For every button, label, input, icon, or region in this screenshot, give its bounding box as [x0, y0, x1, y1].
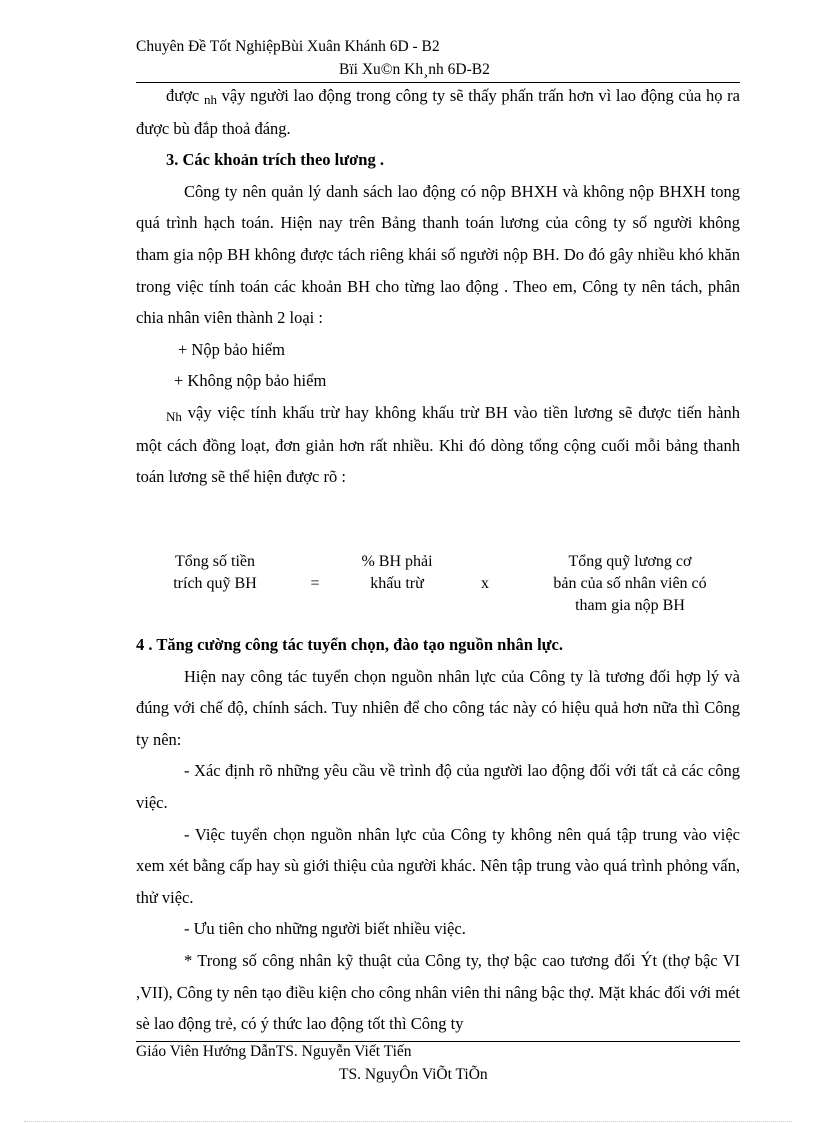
list-item-not-insured: + Không nộp bảo hiểm: [174, 371, 327, 391]
section-heading-4: 4 . Tăng cường công tác tuyển chọn, đào tạo nguồn nhân lực.: [136, 635, 564, 654]
paragraph-1-fragment: nh: [203, 92, 217, 107]
paragraph-5: * Trong số công nhân kỹ thuật của Công ty, thợ bậc cao tương đối Ýt (thợ bậc VI ,VII), Công ty nên tạo điều kiện cho công nhân viên thi nâng bậc thợ. Mặt khác đối với mét sè lao động trẻ, có ý thức lao động tốt thì Công ty: [136, 950, 740, 1034]
formula-times: x: [481, 575, 489, 592]
formula-left: [150, 551, 280, 595]
document-body: [136, 80, 740, 493]
footer-rule: [136, 1041, 740, 1042]
formula-left-line2: trích quỹ BH: [173, 575, 257, 592]
paragraph-2: Công ty nên quản lý danh sách lao động có nộp BHXH và không nộp BHXH tong quá trình hạch toán. Hiện nay trên Bảng thanh toán lương của công ty số người không tham gia nộp BH không được tách riêng khái số người nộp BH. Do đó gây nhiều khó khăn trong việc tính toán các khoản BH cho từng lao động . Theo em, Công ty nên tách, phân chia nhân viên thành 2 loại :: [136, 181, 740, 328]
footer-name: TS. NguyÔn ViÕt TiÕn: [339, 1066, 488, 1083]
bullet-1: - Xác định rõ những yêu cầu về trình độ của người lao động đối với tất cả các công việc.: [136, 761, 740, 812]
formula-right-line2: bản của số nhân viên có: [553, 575, 707, 592]
formula-middle: [332, 551, 462, 595]
paragraph-1-start: được: [166, 86, 200, 105]
formula-equals: =: [310, 575, 320, 592]
formula-right: [520, 551, 740, 617]
document-body-continued: [136, 629, 740, 1040]
paragraph-1-rest: vậy người lao động trong công ty sẽ thấy phấn trấn hơn vì lao động của họ ra được bù đắp thoả đáng.: [136, 86, 741, 138]
bullet-3: - Ưu tiên cho những người biết nhiều việc.: [184, 919, 466, 939]
formula-middle-line2: khấu trừ: [370, 575, 424, 592]
formula-middle-line1: % BH phải: [361, 553, 433, 570]
header-subtitle: Bïi Xu©n Kh¸nh 6D-B2: [339, 61, 490, 78]
paragraph-3-text: vậy việc tính khấu trừ hay không khấu trừ BH vào tiền lương sẽ được tiến hành một cách đồng loạt, đơn giản hơn rất nhiều. Khi đó dòng tổng cộng cuối mỗi bảng thanh toán lương sẽ thể hiện được rõ :: [136, 402, 740, 487]
formula-left-line1: Tổng số tiền: [175, 553, 255, 570]
bullet-2: - Việc tuyển chọn nguồn nhân lực của Công ty không nên quá tập trung vào việc xem xét bằng cấp hay sù giới thiệu của người khác. Nên tập trung vào quá trình phỏng vấn, thử việc.: [136, 824, 740, 907]
formula-right-line3: tham gia nộp BH: [575, 597, 685, 614]
list-item-insured: + Nộp bảo hiểm: [178, 339, 285, 359]
paragraph-3: [136, 397, 740, 493]
footer-advisor: Giáo Viên Hướng DẫnTS. Nguyễn Viết Tiến: [136, 1043, 412, 1060]
paragraph-1: [136, 80, 740, 144]
page-edge-divider: [24, 1121, 792, 1122]
formula-right-line1: Tổng quỹ lương cơ: [568, 553, 692, 570]
paragraph-4: Hiện nay công tác tuyển chọn nguồn nhân lực của Công ty là tương đối hợp lý và đúng với chế độ, chính sách. Tuy nhiên để cho công tác này có hiệu quả hơn nữa thì Công ty nên:: [136, 666, 740, 749]
paragraph-3-fragment: Nh: [166, 408, 182, 424]
header-title: Chuyên Đề Tốt NghiệpBùi Xuân Khánh 6D - B2: [136, 38, 440, 55]
section-heading-3: 3. Các khoản trích theo lương .: [166, 150, 384, 170]
